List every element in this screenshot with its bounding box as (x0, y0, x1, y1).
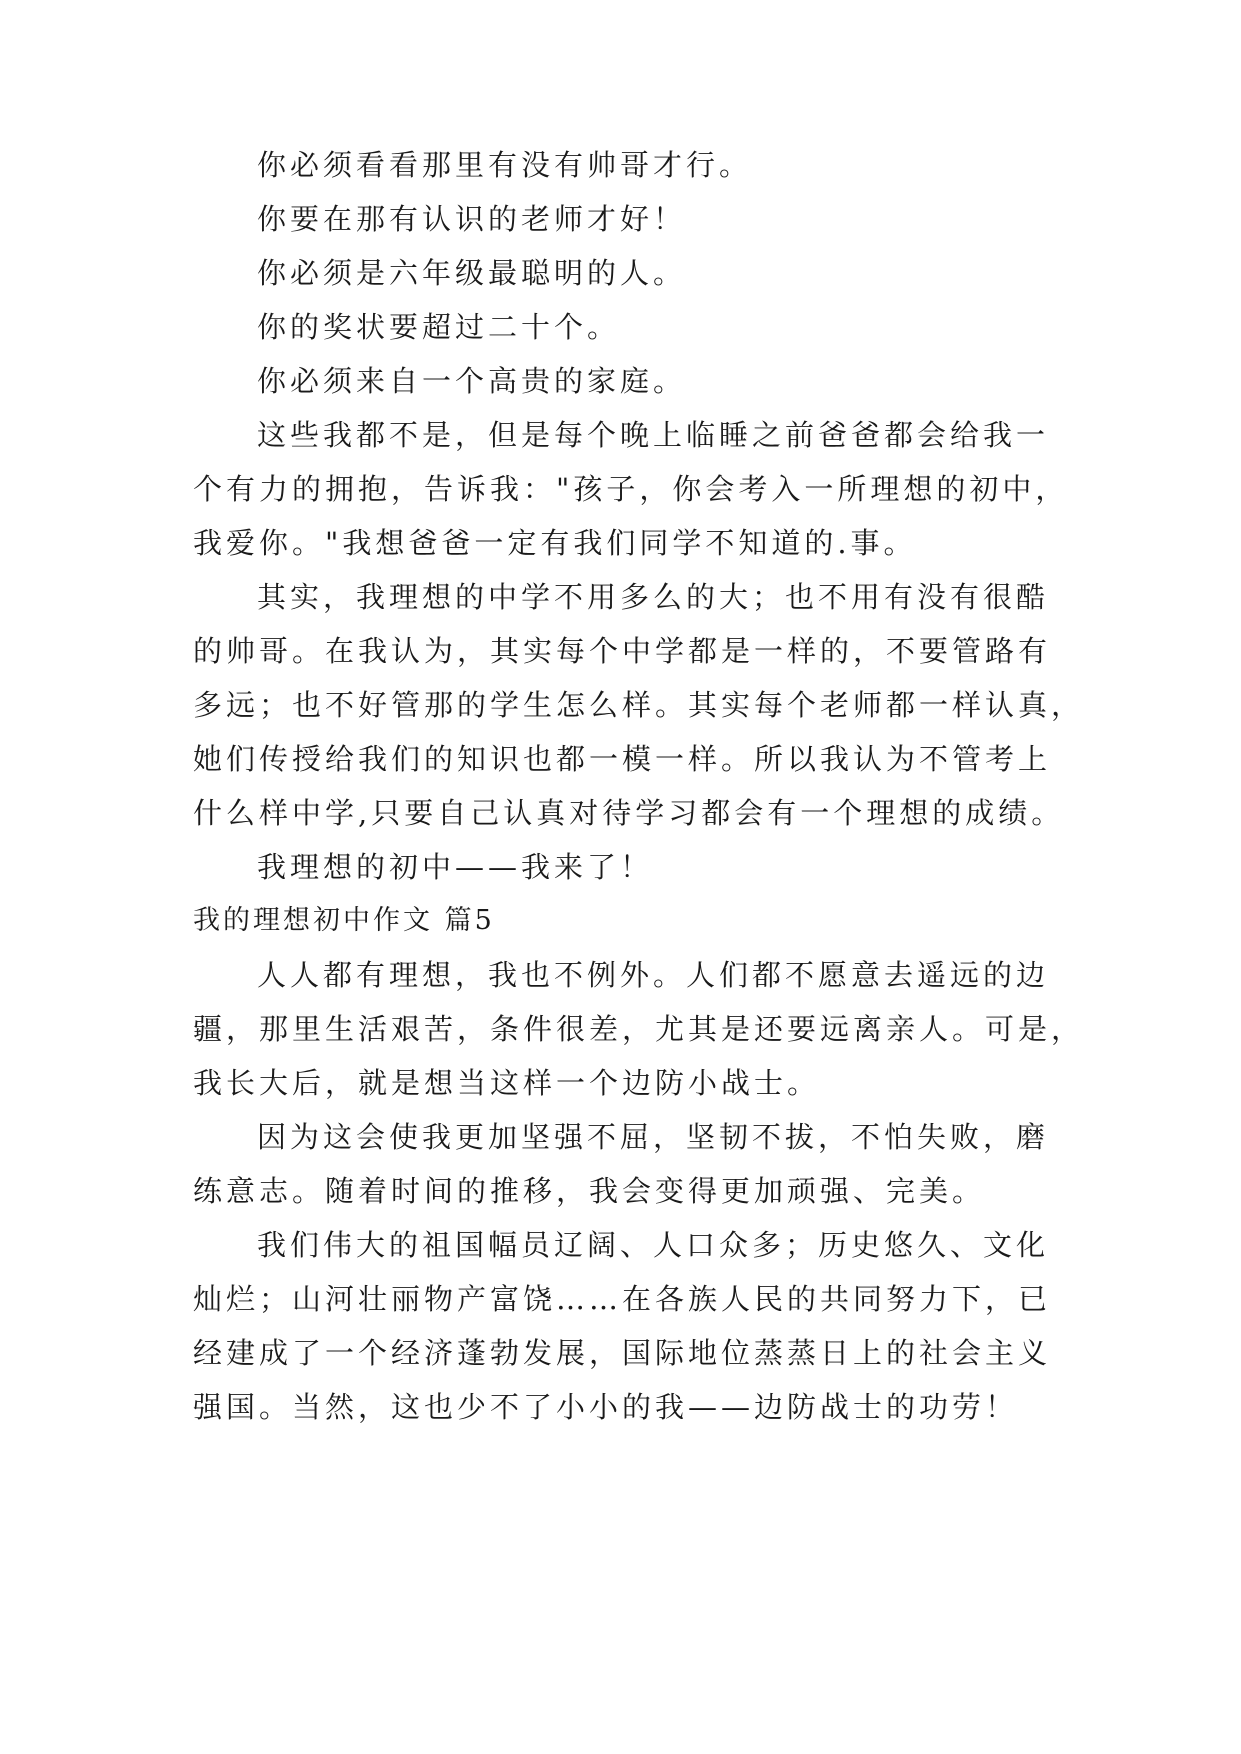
paragraph-line: 的帅哥。在我认为，其实每个中学都是一样的，不要管路有 (193, 634, 1052, 668)
paragraph-line: 强国。当然，这也少不了小小的我——边防战士的功劳！ (193, 1390, 1019, 1424)
paragraph-line: 什么样中学,只要自己认真对待学习都会有一个理想的成绩。 (193, 796, 1065, 830)
paragraph-line: 疆，那里生活艰苦，条件很差，尤其是还要远离亲人。可是， (193, 1012, 1085, 1046)
paragraph-line: 练意志。随着时间的推移，我会变得更加顽强、完美。 (193, 1174, 986, 1208)
paragraph-line: 我长大后，就是想当这样一个边防小战士。 (193, 1066, 821, 1100)
paragraph-line: 她们传授给我们的知识也都一模一样。所以我认为不管考上 (193, 742, 1052, 776)
paragraph-line: 经建成了一个经济蓬勃发展，国际地位蒸蒸日上的社会主义 (193, 1336, 1052, 1370)
paragraph-line: 个有力的拥抱，告诉我："孩子，你会考入一所理想的初中， (193, 472, 1069, 506)
paragraph-line: 多远；也不好管那的学生怎么样。其实每个老师都一样认真， (193, 688, 1085, 722)
paragraph-line: 你必须来自一个高贵的家庭。 (257, 364, 687, 398)
paragraph-line: 你的奖状要超过二十个。 (257, 310, 621, 344)
paragraph-line: 这些我都不是，但是每个晚上临睡之前爸爸都会给我一 (257, 418, 1050, 452)
paragraph-line: 你必须看看那里有没有帅哥才行。 (257, 148, 753, 182)
section-heading: 我的理想初中作文 篇5 (193, 905, 495, 936)
paragraph-line: 我们伟大的祖国幅员辽阔、人口众多；历史悠久、文化 (257, 1228, 1050, 1262)
paragraph-line: 灿烂；山河壮丽物产富饶……在各族人民的共同努力下，已 (193, 1282, 1052, 1316)
paragraph-line: 我理想的初中——我来了！ (257, 850, 654, 884)
paragraph-line: 因为这会使我更加坚强不屈，坚韧不拔，不怕失败，磨 (257, 1120, 1050, 1154)
paragraph-line: 你必须是六年级最聪明的人。 (257, 256, 687, 290)
paragraph-line: 你要在那有认识的老师才好！ (257, 202, 687, 236)
paragraph-line: 我爱你。"我想爸爸一定有我们同学不知道的.事。 (193, 526, 917, 560)
paragraph-line: 其实，我理想的中学不用多么的大；也不用有没有很酷 (257, 580, 1050, 614)
paragraph-line: 人人都有理想，我也不例外。人们都不愿意去遥远的边 (257, 958, 1050, 992)
